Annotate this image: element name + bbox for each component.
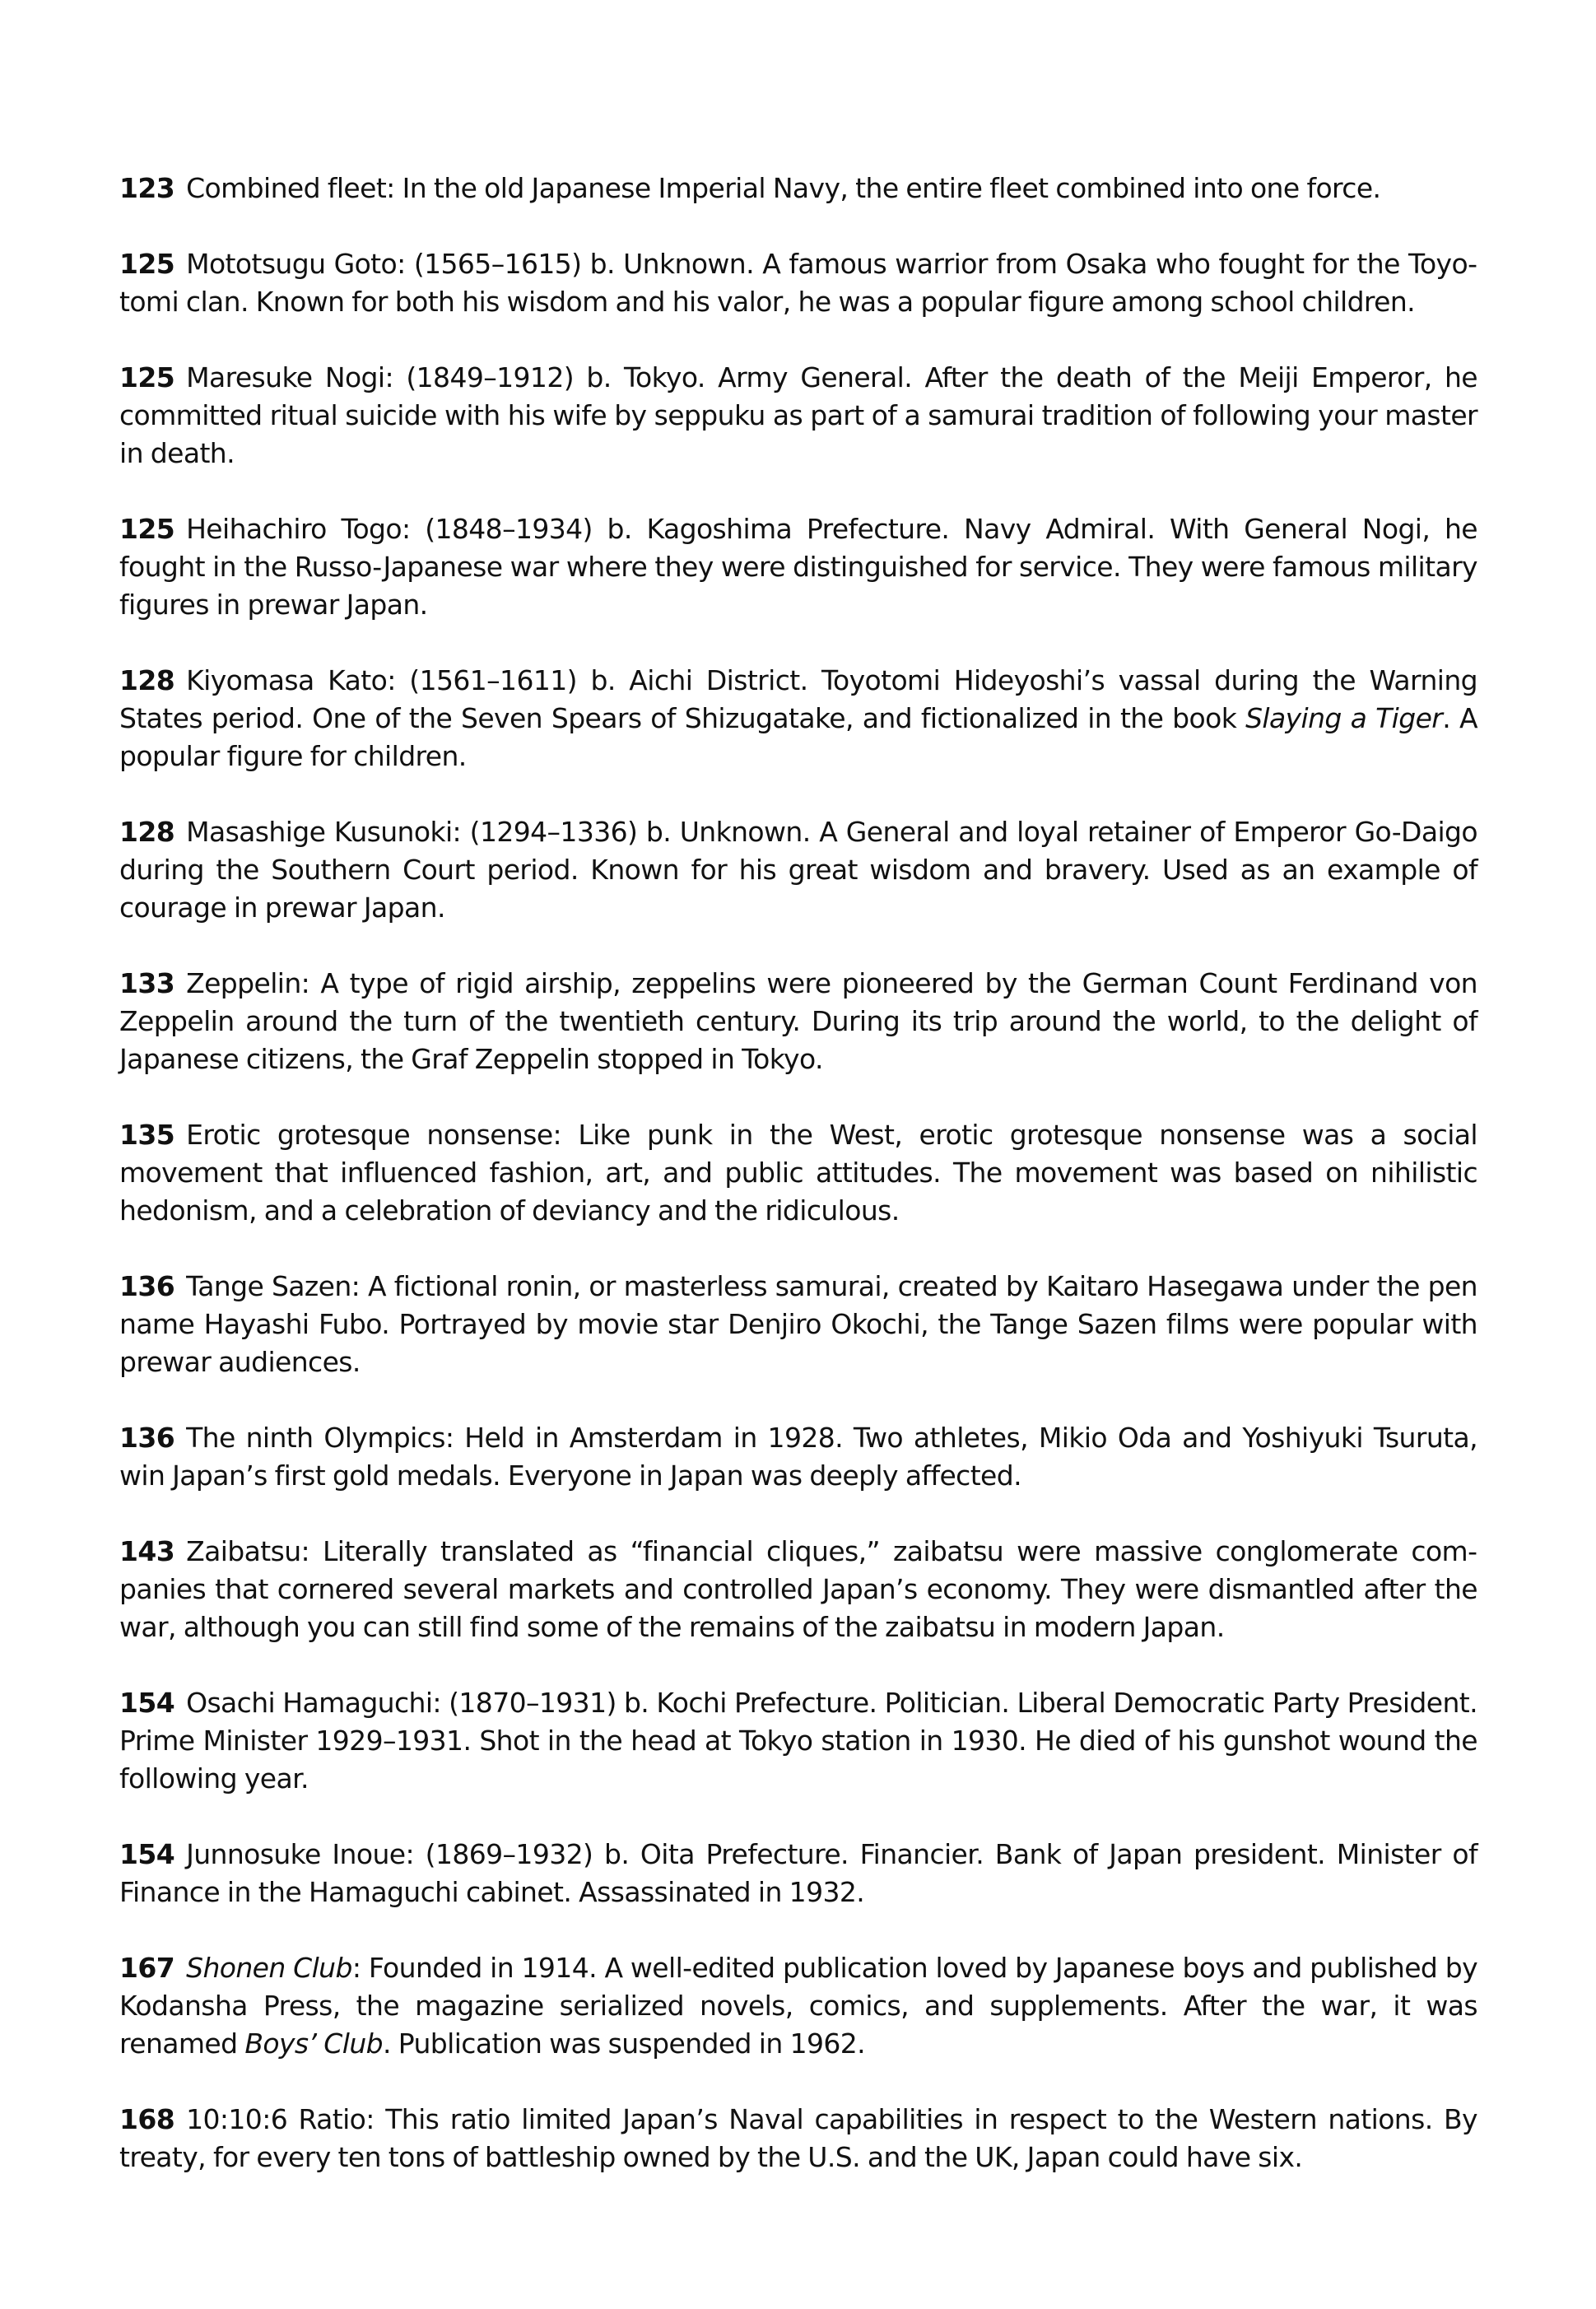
note-text-segment: Junnosuke Inoue: (1869–1932) b. Oita Prefecture. Financier. Bank of Japan president. Minister of Finance in the Hamaguchi cabinet. Assassinated in 1932. (119, 1838, 1477, 1908)
note-text-segment: The ninth Olympics: Held in Amsterdam in 1928. Two athletes, Mikio Oda and Yoshiyuki Tsuruta, win Japan’s first gold medals. Everyone in Japan was deeply affected. (119, 1422, 1477, 1492)
note (119, 359, 1477, 473)
note-text-segment: Erotic grotesque nonsense: Like punk in the West, erotic grotesque nonsense was a social movement that influenced fashion, art, and public attitudes. The movement was based on nihilistic hedonism, and a celebration of deviancy and the ridiculous. (119, 1119, 1477, 1227)
note-text-segment: : Founded in 1914. A well-edited publication loved by Japanese boys and published by Kodansha Press, the magazine serialized novels, comics, and supplements. After the war, it was renamed (119, 1952, 1478, 2060)
note-text (119, 2103, 1477, 2173)
note-text (119, 1687, 1477, 1795)
note-page-number: 167 (119, 1952, 175, 1984)
note-page-number: 154 (119, 1687, 175, 1719)
note (119, 813, 1477, 927)
note-text (119, 1270, 1477, 1378)
note-text (119, 967, 1477, 1075)
note-page-number: 143 (119, 1535, 175, 1567)
note-page-number: 125 (119, 248, 175, 280)
note (119, 1684, 1477, 1798)
note (119, 965, 1477, 1078)
note-text (119, 248, 1477, 318)
note-page-number: 128 (119, 816, 175, 848)
note-text (119, 361, 1477, 469)
note-text (119, 1952, 1477, 2060)
note (119, 662, 1477, 775)
note (119, 1419, 1477, 1495)
note-text (119, 513, 1477, 621)
note-text-segment: Zaibatsu: Literally translated as “financial cliques,” zaibatsu were massive conglomerate companies that cornered several markets and controlled Japan’s economy. They were dismantled after the war, although you can still find some of the remains of the zaibatsu in modern Japan. (119, 1535, 1477, 1643)
note-text (119, 1119, 1477, 1227)
note-page-number: 133 (119, 967, 175, 999)
glossary-notes (119, 170, 1477, 2214)
note-page-number: 136 (119, 1270, 175, 1302)
note (119, 170, 1477, 207)
note-page-number: 125 (119, 361, 175, 393)
note (119, 2101, 1477, 2176)
note-text-segment: Combined fleet: In the old Japanese Imperial Navy, the entire fleet combined into one force. (186, 172, 1381, 204)
note-text (119, 1838, 1477, 1908)
note-page-number: 135 (119, 1119, 175, 1151)
note-text (186, 172, 1380, 204)
note-page-number: 168 (119, 2103, 175, 2135)
note-page-number: 136 (119, 1422, 175, 1454)
note (119, 1116, 1477, 1230)
note-title-italic: Slaying a Tiger (1245, 702, 1443, 734)
note-text-segment: Masashige Kusunoki: (1294–1336) b. Unknown. A General and loyal retainer of Emperor Go-Daigo during the Southern Court period. Known for his great wisdom and bravery. Used as an example of courage in prewar Japan. (119, 816, 1477, 924)
note-page-number: 125 (119, 513, 175, 545)
note-text (119, 816, 1477, 924)
note-text-segment: Kiyomasa Kato: (1561–1611) b. Aichi District. Toyotomi Hideyoshi’s vassal during the Warning States period. One of the Seven Spears of Shizugatake, and fictionalized in the book (119, 664, 1477, 734)
note (119, 1836, 1477, 1911)
note-text-segment: . Publication was suspended in 1962. (382, 2027, 866, 2060)
note-page-number: 123 (119, 172, 175, 204)
note (119, 1533, 1477, 1646)
note-page-number: 128 (119, 664, 175, 696)
note-text (119, 1535, 1477, 1643)
note-text (119, 664, 1477, 772)
note (119, 245, 1477, 321)
note-title-italic: Shonen Club (186, 1952, 352, 1984)
note-text-segment: . A popular figure for children. (119, 702, 1477, 772)
note-text-segment: 10:10:6 Ratio: This ratio limited Japan’s Naval capabilities in respect to the Western nations. By treaty, for every ten tons of battleship owned by the U.S. and the UK, Japan could have six. (119, 2103, 1477, 2173)
note-page-number: 154 (119, 1838, 175, 1870)
note-text-segment: Zeppelin: A type of rigid airship, zeppelins were pioneered by the German Count Ferdinand von Zeppelin around the turn of the twentieth century. During its trip around the world, to the delight of Japanese citizens, the Graf Zeppelin stopped in Tokyo. (119, 967, 1477, 1075)
note (119, 510, 1477, 624)
note-text-segment: Maresuke Nogi: (1849–1912) b. Tokyo. Army General. After the death of the Meiji Emperor, he committed ritual suicide with his wife by seppuku as part of a samurai tradition of following your master in death. (119, 361, 1477, 469)
note-text-segment: Mototsugu Goto: (1565–1615) b. Unknown. A famous warrior from Osaka who fought for the Toyotomi clan. Known for both his wisdom and his valor, he was a popular figure among school children. (119, 248, 1477, 318)
note-text-segment: Heihachiro Togo: (1848–1934) b. Kagoshima Prefecture. Navy Admiral. With General Nogi, he fought in the Russo-Japanese war where they were distinguished for service. They were famous military figures in prewar Japan. (119, 513, 1477, 621)
note-text-segment: Osachi Hamaguchi: (1870–1931) b. Kochi Prefecture. Politician. Liberal Democratic Party President. Prime Minister 1929–1931. Shot in the head at Tokyo station in 1930. He died of his gunshot wound the following year. (119, 1687, 1477, 1795)
note-title-italic: Boys’ Club (244, 2027, 383, 2060)
note (119, 1268, 1477, 1381)
note-text-segment: Tange Sazen: A fictional ronin, or masterless samurai, created by Kaitaro Hasegawa under the pen name Hayashi Fubo. Portrayed by movie star Denjiro Okochi, the Tange Sazen films were popular with prewar audiences. (119, 1270, 1477, 1378)
note-text (119, 1422, 1477, 1492)
note (119, 1949, 1477, 2063)
